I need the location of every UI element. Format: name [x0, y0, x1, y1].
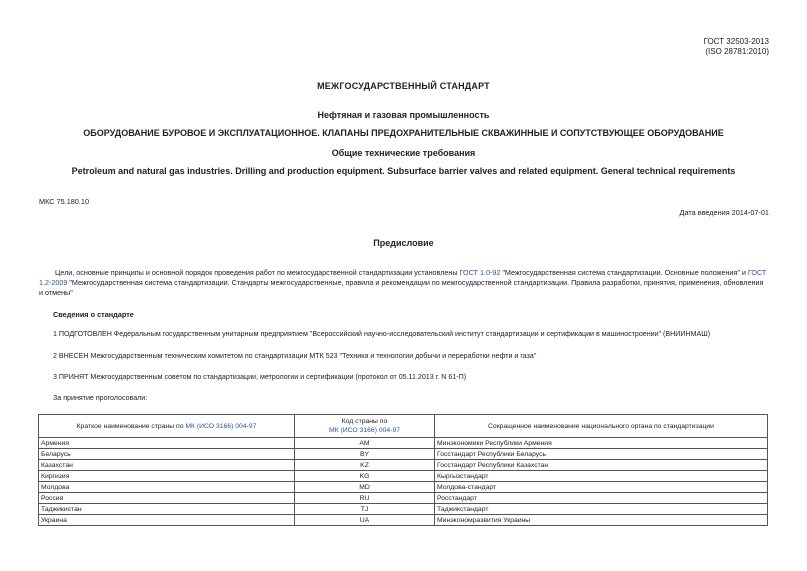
subtitle: Общие технические требования [331, 148, 476, 158]
body-cell: Госстандарт Республики Беларусь [435, 449, 768, 460]
code-cell: AM [295, 438, 435, 449]
header-code: Код страны по МК (ИСО 3166) 004-97 [295, 415, 435, 438]
country-cell: Киргизия [39, 471, 295, 482]
header-body: Сокращенное наименование национального органа по стандартизации [435, 415, 768, 438]
code-cell: BY [295, 449, 435, 460]
country-cell: Россия [39, 493, 295, 504]
table-row [39, 482, 768, 493]
table-row [39, 460, 768, 471]
body-cell: Молдова-стандарт [435, 482, 768, 493]
preface-paragraph [39, 268, 769, 298]
code-cell: KG [295, 471, 435, 482]
table-row [39, 515, 768, 526]
code-cell: RU [295, 493, 435, 504]
main-title: ОБОРУДОВАНИЕ БУРОВОЕ И ЭКСПЛУАТАЦИОННОЕ. КЛАПАНЫ ПРЕДОХРАНИТЕЛЬНЫЕ СКВАЖИННЫЕ И СОПУТСТВУЮЩЕЕ ОБОРУДОВАНИЕ [83, 128, 724, 138]
table-body [39, 438, 768, 526]
code-cell: TJ [295, 504, 435, 515]
mks-code: МКС 75.180.10 [39, 197, 90, 206]
voting-table [38, 414, 768, 526]
country-cell: Армения [39, 438, 295, 449]
mk-iso-link[interactable]: МК (ИСО 3166) 004-97 [328, 427, 401, 434]
intro-date: Дата введения 2014-07-01 [679, 208, 769, 217]
gost-header [704, 37, 769, 57]
standard-type: МЕЖГОСУДАРСТВЕННЫЙ СТАНДАРТ [317, 81, 490, 91]
table-row [39, 471, 768, 482]
table-header-row [39, 415, 768, 438]
body-cell: Кыргызстандарт [435, 471, 768, 482]
info-item-2: 2 ВНЕСЕН Межгосударственным техническим комитетом по стандартизации МТК 523 "Техника и технологии добычи и переработки нефти и газа" [53, 352, 537, 360]
country-cell: Молдова [39, 482, 295, 493]
industry-title: Нефтяная и газовая промышленность [317, 110, 490, 120]
preface-heading: Предисловие [373, 238, 434, 248]
info-item-3: 3 ПРИНЯТ Межгосударственным советом по стандартизации, метрологии и сертификации (протокол от 05.11.2013 г. N 61-П) [53, 373, 467, 381]
country-cell: Таджикистан [39, 504, 295, 515]
gost-1-0-92-link[interactable]: ГОСТ 1.0-92 [459, 268, 501, 277]
voted-label: За принятие проголосовали: [53, 394, 148, 402]
body-cell: Госстандарт Республики Казахстан [435, 460, 768, 471]
gost-1-2-2009-link[interactable]: ГОСТ 1.2-2009 [39, 268, 767, 287]
preface-text-2: "Межгосударственная система стандартизации. Основные положения" и [500, 268, 748, 277]
code-cell: UA [295, 515, 435, 526]
body-cell: Росстандарт [435, 493, 768, 504]
iso-number: (ISO 28781:2010) [705, 47, 769, 56]
code-cell: KZ [295, 460, 435, 471]
body-cell: Минэкономразвития Украины [435, 515, 768, 526]
country-cell: Украина [39, 515, 295, 526]
table-row [39, 438, 768, 449]
english-title: Petroleum and natural gas industries. Drilling and production equipment. Subsurface barrier valves and related equipment. General technical requirements [71, 166, 736, 176]
gost-number: ГОСТ 32503-2013 [703, 37, 769, 46]
code-cell: MD [295, 482, 435, 493]
body-cell: Минэкономики Республики Армения [435, 438, 768, 449]
header-country: Краткое наименование страны по МК (ИСО 3166) 004-97 [39, 415, 295, 438]
info-item-1: 1 ПОДГОТОВЛЕН Федеральным государственным унитарным предприятием "Всероссийский научно-исследовательский институт стандартизации и сертификации в машиностроении" (ВНИИНМАШ) [53, 330, 711, 338]
country-cell: Казахстан [39, 460, 295, 471]
mk-iso-link[interactable]: МК (ИСО 3166) 004-97 [185, 422, 257, 430]
preface-text-1: Цели, основные принципы и основной порядок проведения работ по межгосударственной стандартизации установлены [55, 268, 460, 277]
table-row [39, 449, 768, 460]
body-cell: Таджикстандарт [435, 504, 768, 515]
info-heading: Сведения о стандарте [53, 310, 134, 319]
country-cell: Беларусь [39, 449, 295, 460]
table-row [39, 493, 768, 504]
table-row [39, 504, 768, 515]
preface-text-3: "Межгосударственная система стандартизации. Стандарты межгосударственные, правила и рекомендации по межгосударственной стандартизации. Правила разработки, принятия, применения, обновления и отмены" [39, 278, 764, 297]
